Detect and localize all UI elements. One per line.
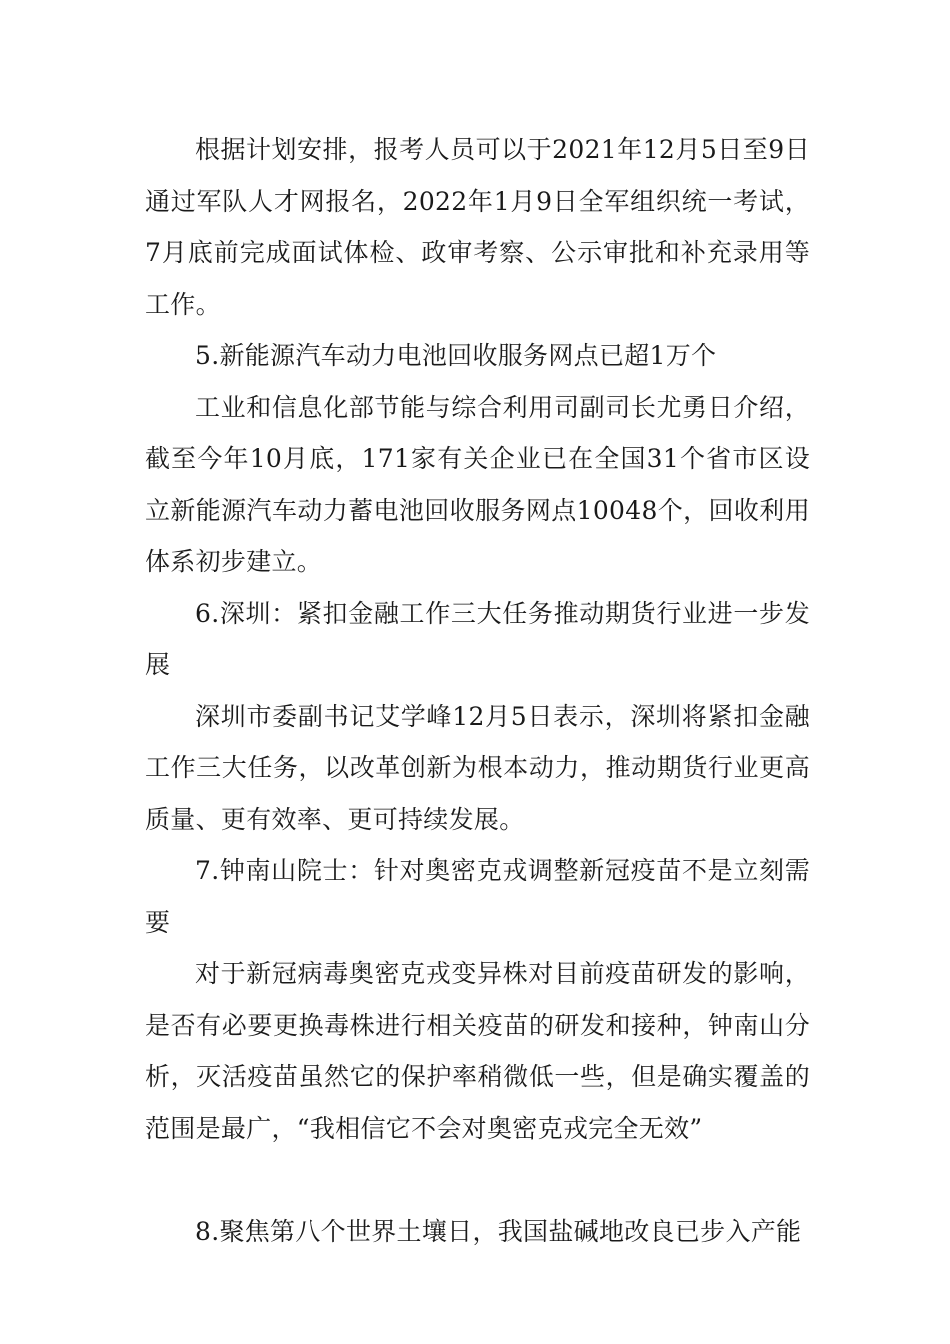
blank-line bbox=[145, 1154, 810, 1206]
paragraph-battery-recycling: 工业和信息化部节能与综合利用司副司长尤勇日介绍，截至今年10月底，171家有关企业已在全国31个省市区设立新能源汽车动力蓄电池回收服务网点10048个，回收利用体系初步建立。 bbox=[145, 392, 810, 576]
paragraph-zhong-nanshan: 对于新冠病毒奥密克戎变异株对目前疫苗研发的影响，是否有必要更换毒株进行相关疫苗的研发和接种，钟南山分析，灭活疫苗虽然它的保护率稍微低一些，但是确实覆盖的范围是最广，“我相信它不会对奥密克戎完全无效” bbox=[145, 959, 810, 1143]
document-body bbox=[145, 124, 810, 1257]
heading-zhong-nanshan: 7.钟南山院士：针对奥密克戎调整新冠疫苗不是立刻需要 bbox=[145, 856, 810, 937]
paragraph-shenzhen-futures: 深圳市委副书记艾学峰12月5日表示，深圳将紧扣金融工作三大任务，以改革创新为根本动力，推动期货行业更高质量、更有效率、更可持续发展。 bbox=[145, 701, 810, 834]
paragraph-enlistment: 根据计划安排，报考人员可以于2021年12月5日至9日通过军队人才网报名，2022年1月9日全军组织统一考试，7月底前完成面试体检、政审考察、公示审批和补充录用等工作。 bbox=[145, 135, 810, 319]
heading-shenzhen-futures: 6.深圳：紧扣金融工作三大任务推动期货行业进一步发展 bbox=[145, 598, 810, 679]
heading-battery-recycling: 5.新能源汽车动力电池回收服务网点已超1万个 bbox=[195, 341, 717, 370]
heading-soil-day: 8.聚焦第八个世界土壤日，我国盐碱地改良已步入产能 bbox=[195, 1216, 802, 1246]
